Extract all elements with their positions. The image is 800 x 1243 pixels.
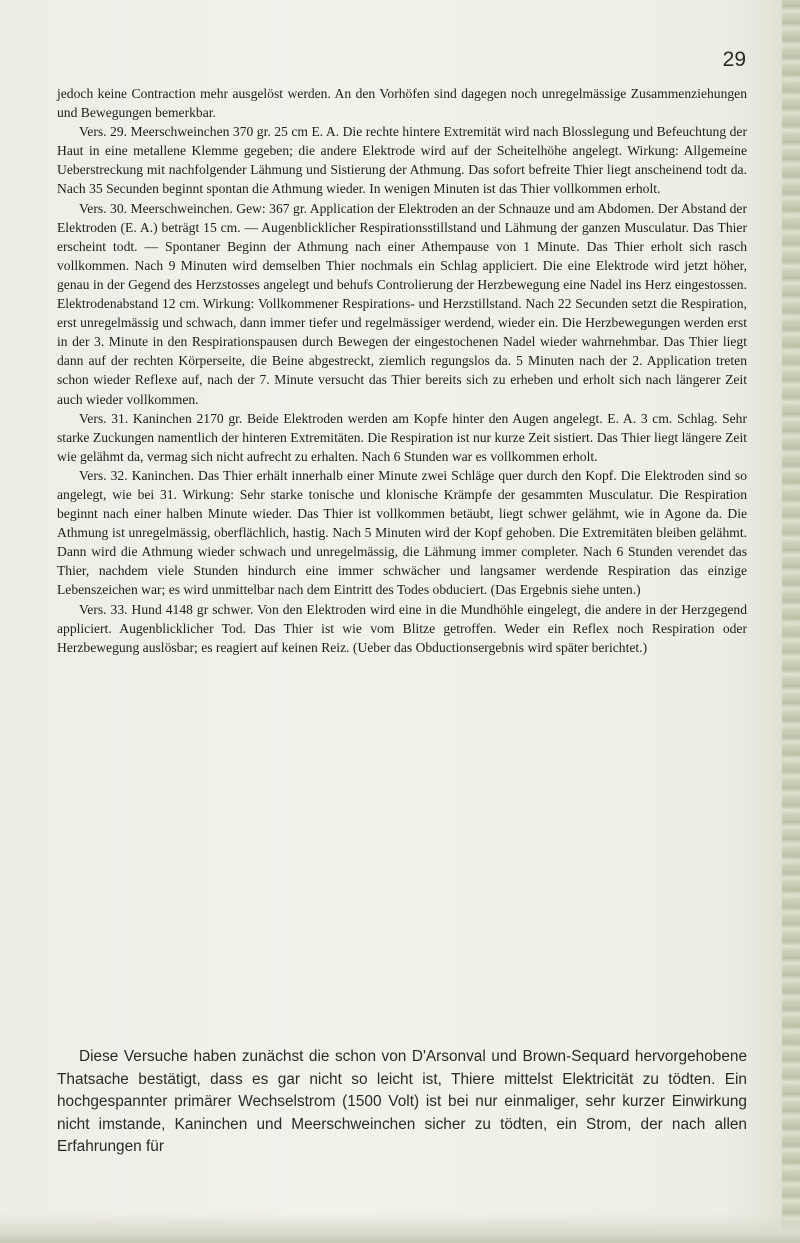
conclusion-text xyxy=(57,1046,747,1159)
paragraph-experiment-29: Vers. 29. Meerschweinchen 370 gr. 25 cm E. A. Die rechte hintere Extremität wird nach Blosslegung und Befeuchtung der Haut in eine metallene Klemme gegeben; die andere Elektrode wird auf der Scheitelhöhe angelegt. Wirkung: Allgemeine Ueberstreckung mit nachfolgender Lähmung und Sistierung der Athmung. Das sofort befreite Thier liegt anscheinend todt da. Nach 35 Secunden beginnt spontan die Athmung wieder. In wenigen Minuten ist das Thier vollkommen erholt. xyxy=(57,124,747,197)
paragraph-continuation: jedoch keine Contraction mehr ausgelöst werden. An den Vorhöfen sind dagegen noch unregelmässige Zusammenziehungen und Bewegungen bemerkbar. xyxy=(57,86,747,121)
paragraph-experiment-32: Vers. 32. Kaninchen. Das Thier erhält innerhalb einer Minute zwei Schläge quer durch den Kopf. Die Elektroden sind so angelegt, wie bei 31. Wirkung: Sehr starke tonische und klonische Krämpfe der gesammten Musculatur. Die Respiration beginnt nach einer halben Minute wieder. Das Thier ist vollkommen betäubt, liegt schwer gelähmt, wie in Agone da. Die Athmung ist unregelmässig, oberflächlich, hastig. Nach 5 Minuten wird der Kopf gehoben. Die Extremitäten bleiben gelähmt. Dann wird die Athmung wieder schwach und unregelmässig, die Lähmung immer completer. Nach 6 Stunden verendet das Thier, nachdem viele Stunden hindurch eine immer schwächer und langsamer werdende Respiration das einzige Lebenszeichen war; es wird unmittelbar nach dem Eintritt des Todes obduciert. (Das Ergebnis siehe unten.) xyxy=(57,467,747,598)
page-bottom-shadow xyxy=(0,1213,800,1243)
paragraph-experiment-31: Vers. 31. Kaninchen 2170 gr. Beide Elektroden werden am Kopfe hinter den Augen angelegt. E. A. 3 cm. Schlag. Sehr starke Zuckungen namentlich der hinteren Extremitäten. Die Respiration ist nur kurze Zeit sistiert. Das Thier liegt längere Zeit wie gelähmt da, vermag sich nicht aufrecht zu erhalten. Nach 6 Stunden war es vollkommen erholt. xyxy=(57,410,747,464)
page-edge-shadow xyxy=(782,0,800,1243)
paragraph-conclusion: Diese Versuche haben zunächst die schon von D'Arsonval und Brown-Sequard hervorgehobene Thatsache bestätigt, dass es gar nicht so leicht ist, Thiere mittelst Elektricität zu tödten. Ein hochgespannter primärer Wechselstrom (1500 Volt) ist bei nur einmaliger, sehr kurzer Einwirkung nicht imstande, Kaninchen und Meerschweinchen sicher zu tödten, ein Strom, der nach allen Erfahrungen für xyxy=(57,1048,747,1155)
body-text xyxy=(57,84,747,657)
paragraph-experiment-33: Vers. 33. Hund 4148 gr schwer. Von den Elektroden wird eine in die Mundhöhle eingelegt, die andere in der Herzgegend appliciert. Augenblicklicher Tod. Das Thier ist wie vom Blitze getroffen. Weder ein Reflex noch Respiration oder Herzbewegung auslösbar; es reagiert auf keinen Reiz. (Ueber das Obductionsergebnis wird später berichtet.) xyxy=(57,601,747,655)
page-number: 29 xyxy=(722,48,746,71)
paragraph-experiment-30: Vers. 30. Meerschweinchen. Gew: 367 gr. Application der Elektroden an der Schnauze und am Abdomen. Der Abstand der Elektroden (E. A.) beträgt 15 cm. — Augenblicklicher Respirationsstillstand und Lähmung der ganzen Musculatur. Das Thier erscheint todt. — Spontaner Beginn der Athmung nach einer Athempause von 1 Minute. Das Thier erholt sich rasch vollkommen. Nach 9 Minuten wird demselben Thier nochmals ein Schlag appliciert. Die eine Elektrode wird jetzt höher, genau in der Gegend des Herzstosses angelegt und behufs Controlierung der Herzbewegung eine Nadel ins Herz eingestossen. Elektrodenabstand 12 cm. Wirkung: Vollkommener Respirations- und Herzstillstand. Nach 22 Secunden setzt die Respiration, erst unregelmässig und schwach, dann immer tiefer und regelmässiger werdend, wieder ein. Die Herzbewegungen werden erst in der 3. Minute in den Respirationspausen durch Bewegen der eingestochenen Nadel wieder wahrnehmbar. Das Thier liegt dann auf der rechten Körperseite, die Beine abgestreckt, ziemlich regungslos da. 5 Minuten nach der 2. Application treten schon wieder Reflexe auf, nach der 7. Minute versucht das Thier bereits sich zu erheben und erholt sich nach längerer Zeit auch wieder vollkommen. xyxy=(57,200,747,407)
